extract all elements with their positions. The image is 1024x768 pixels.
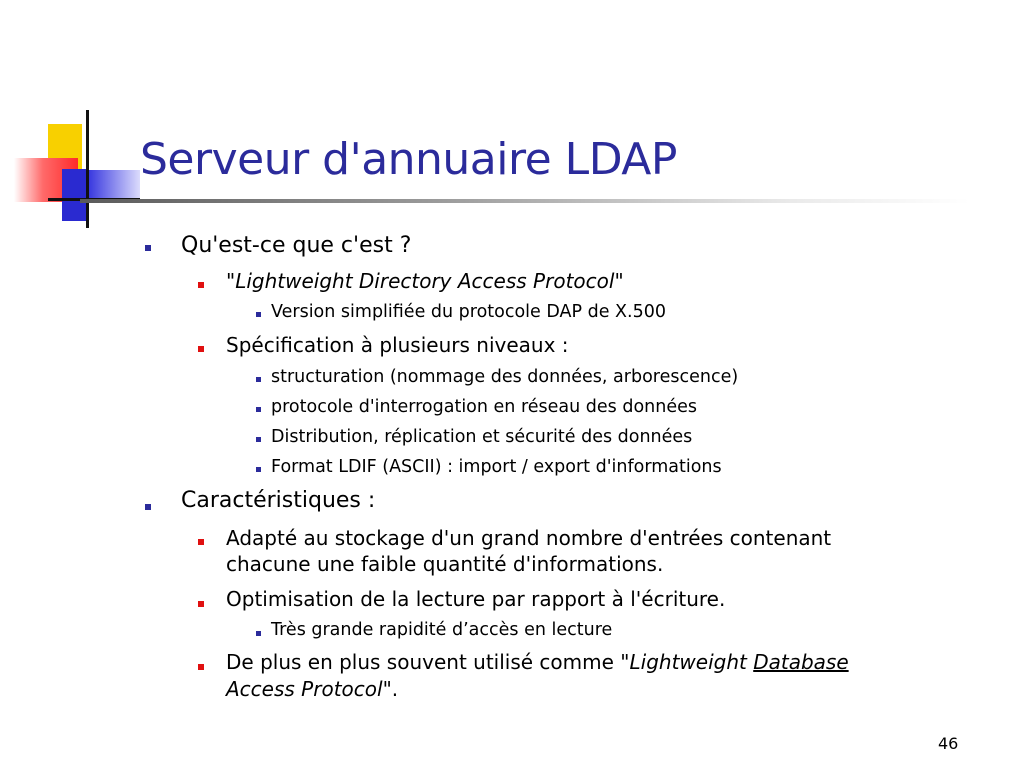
database-suffix: ".	[382, 677, 399, 701]
bullet-item-read-speed: Très grande rapidité d’accès en lecture	[271, 620, 613, 640]
bullet-item-protocole: protocole d'interrogation en réseau des données	[271, 397, 697, 417]
quote-close: "	[614, 269, 624, 293]
database-italic: Lightweight	[629, 650, 754, 674]
bullet-level3	[256, 377, 261, 382]
bullet-item-storage-line2: chacune une faible quantité d'informations.	[226, 552, 664, 576]
bullet-level1	[145, 504, 151, 510]
bullet-level2	[198, 539, 204, 545]
slide-title: Serveur d'annuaire LDAP	[140, 134, 677, 185]
bullet-item-ldap-acronym	[226, 269, 624, 293]
access-protocol-italic: Access Protocol	[226, 677, 383, 701]
bullet-item-specification: Spécification à plusieurs niveaux :	[226, 333, 569, 357]
title-underline-rule	[80, 199, 970, 203]
bullet-item-database-line1	[226, 650, 849, 674]
bullet-level2	[198, 664, 204, 670]
bullet-item-storage-line1: Adapté au stockage d'un grand nombre d'entrées contenant	[226, 526, 832, 550]
bullet-level3	[256, 437, 261, 442]
bullet-level3	[256, 407, 261, 412]
logo-blue-square	[62, 169, 86, 221]
bullet-level2	[198, 282, 204, 288]
bullet-item-database-line2	[226, 677, 398, 701]
quote-open: "	[226, 269, 236, 293]
bullet-item-optimisation: Optimisation de la lecture par rapport à l'écriture.	[226, 587, 726, 611]
ldap-expansion: Lightweight Directory Access Protocol	[235, 269, 615, 293]
bullet-level3	[256, 312, 261, 317]
bullet-item-structuration: structuration (nommage des données, arborescence)	[271, 367, 739, 387]
bullet-level3	[256, 631, 261, 636]
database-prefix: De plus en plus souvent utilisé comme "	[226, 650, 630, 674]
bullet-item-dap-version: Version simplifiée du protocole DAP de X.500	[271, 302, 667, 322]
bullet-level3	[256, 467, 261, 472]
page-number: 46	[938, 734, 959, 753]
database-underlined: Database	[753, 650, 849, 674]
bullet-level2	[198, 346, 204, 352]
bullet-item-what-is-it: Qu'est-ce que c'est ?	[181, 233, 412, 258]
bullet-level1	[145, 245, 151, 251]
bullet-item-ldif: Format LDIF (ASCII) : import / export d'informations	[271, 457, 722, 477]
bullet-level2	[198, 601, 204, 607]
bullet-item-distribution: Distribution, réplication et sécurité des données	[271, 427, 693, 447]
logo-vertical-line	[86, 110, 89, 228]
bullet-item-characteristics: Caractéristiques :	[181, 488, 376, 513]
